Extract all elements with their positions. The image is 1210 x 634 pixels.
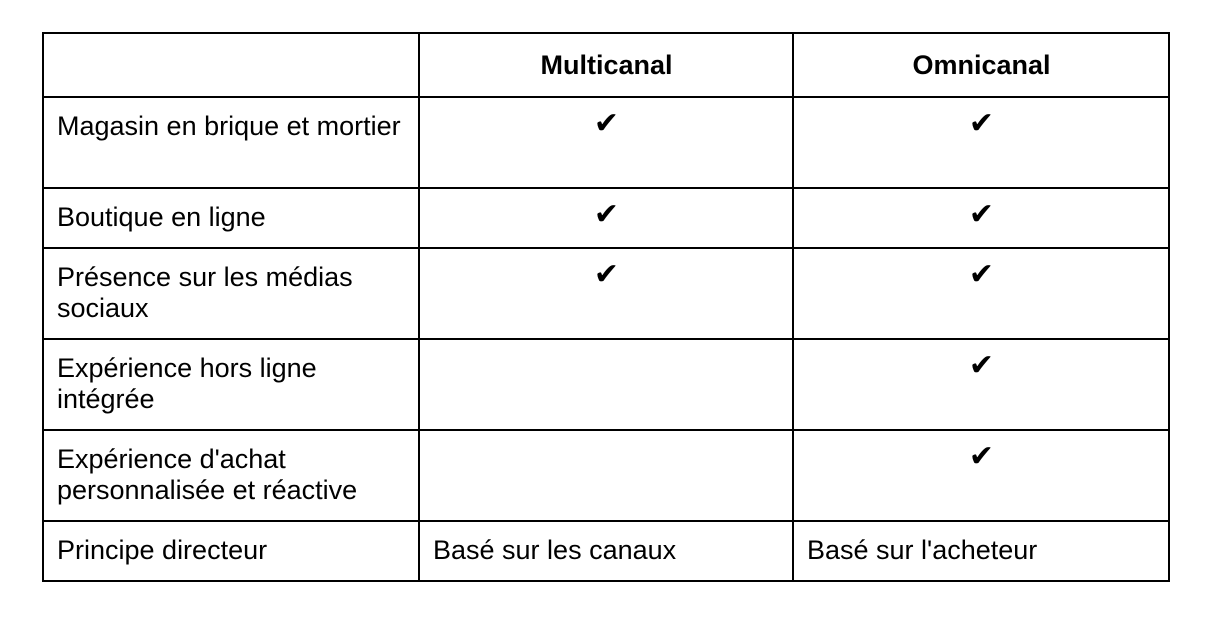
row-label: Expérience d'achat personnalisée et réactive bbox=[43, 430, 419, 521]
table-row bbox=[43, 188, 1169, 248]
table-row bbox=[43, 430, 1169, 521]
multicanal-check-icon: ✔ bbox=[419, 248, 793, 339]
omnicanal-check-icon: ✔ bbox=[793, 188, 1169, 248]
table-row bbox=[43, 248, 1169, 339]
multicanal-check-icon: ✔ bbox=[419, 188, 793, 248]
row-label: Présence sur les médias sociaux bbox=[43, 248, 419, 339]
table-row bbox=[43, 97, 1169, 188]
header-row bbox=[43, 33, 1169, 97]
row-label: Magasin en brique et mortier bbox=[43, 97, 419, 188]
omnicanal-check-icon: ✔ bbox=[793, 97, 1169, 188]
multicanal-principle: Basé sur les canaux bbox=[419, 521, 793, 581]
multicanal-cell bbox=[419, 430, 793, 521]
row-label: Principe directeur bbox=[43, 521, 419, 581]
table-row bbox=[43, 339, 1169, 430]
multicanal-check-icon: ✔ bbox=[419, 97, 793, 188]
omnicanal-check-icon: ✔ bbox=[793, 339, 1169, 430]
row-label: Boutique en ligne bbox=[43, 188, 419, 248]
header-omnicanal: Omnicanal bbox=[793, 33, 1169, 97]
omnicanal-check-icon: ✔ bbox=[793, 248, 1169, 339]
row-label: Expérience hors ligne intégrée bbox=[43, 339, 419, 430]
header-multicanal: Multicanal bbox=[419, 33, 793, 97]
omnicanal-principle: Basé sur l'acheteur bbox=[793, 521, 1169, 581]
omnicanal-check-icon: ✔ bbox=[793, 430, 1169, 521]
comparison-table bbox=[42, 32, 1170, 582]
header-empty-cell bbox=[43, 33, 419, 97]
table-row bbox=[43, 521, 1169, 581]
multicanal-cell bbox=[419, 339, 793, 430]
